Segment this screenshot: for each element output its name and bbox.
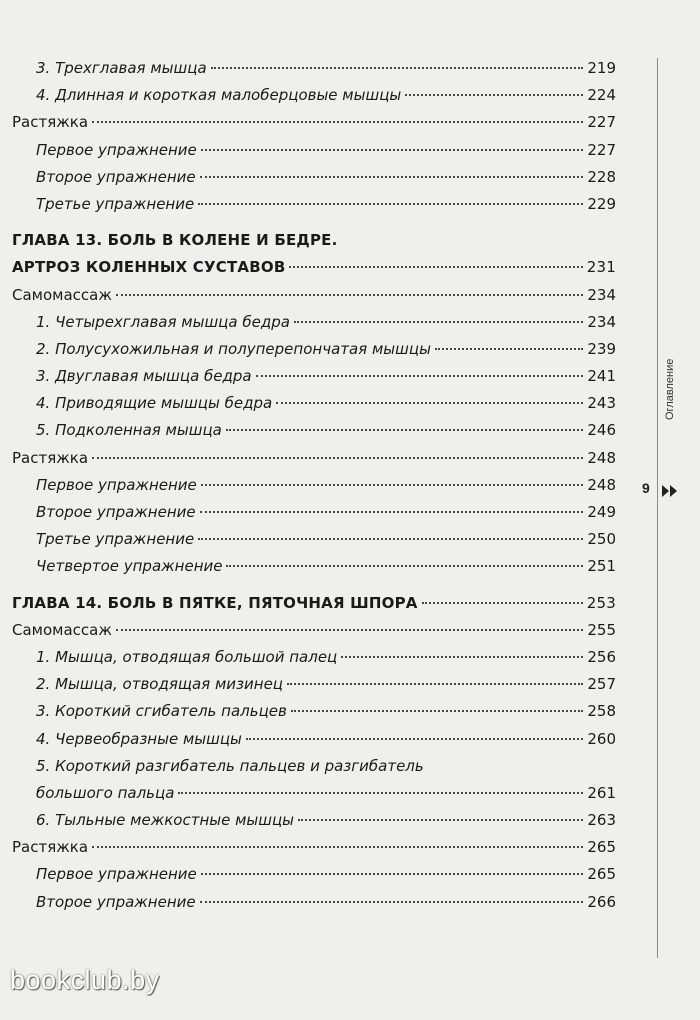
toc-entry-title: Первое упражнение [36, 475, 197, 494]
toc-entry [12, 698, 616, 725]
toc-entry [12, 780, 616, 807]
toc-entry [12, 363, 616, 390]
toc-entry-title: 3. Короткий сгибатель пальцев [36, 702, 287, 721]
toc-entry [12, 390, 616, 417]
toc-entry-title: Второе упражнение [36, 503, 196, 521]
toc-entry-page: 246 [587, 421, 616, 440]
toc-entry [12, 55, 616, 82]
toc-entry-title: 1. Четырехглавая мышца бедра [36, 312, 290, 331]
dot-leader [276, 402, 583, 404]
toc-entry-page: 248 [587, 448, 616, 467]
double-arrow-right-icon [660, 482, 680, 501]
toc-entry-title: 4. Червеобразные мышцы [36, 729, 242, 748]
dot-leader [422, 602, 583, 604]
toc-entry-page: 257 [587, 675, 616, 694]
dot-leader [298, 819, 583, 821]
toc-entry-title: Второе упражнение [36, 167, 196, 186]
toc-chapter [12, 254, 616, 281]
toc-entry-page: 253 [586, 593, 616, 612]
dot-leader [178, 792, 583, 794]
toc-entry-title: Четвертое упражнение [36, 557, 223, 576]
dot-leader [201, 149, 584, 151]
toc-entry [12, 164, 616, 191]
toc-entry-page: 227 [587, 140, 616, 159]
toc-entry [12, 109, 616, 136]
toc-entry-title: 3. Трехглавая мышца [36, 59, 207, 77]
dot-leader [198, 203, 583, 205]
toc-entry [12, 726, 616, 753]
toc-entry-title: 1. Мышца, отводящая большой палец [36, 647, 338, 666]
toc-entry-page: 265 [587, 865, 616, 884]
dot-leader [341, 656, 583, 658]
toc-entry-page: 261 [587, 783, 616, 802]
toc-entry-page: 248 [587, 475, 616, 494]
dot-leader [287, 683, 583, 685]
toc-entry-page: 234 [587, 312, 616, 331]
toc-entry-title: ГЛАВА 13. БОЛЬ В КОЛЕНЕ И БЕДРЕ. [12, 231, 338, 250]
dot-leader [201, 484, 584, 486]
toc-entry [12, 336, 616, 363]
toc-entry-page: 256 [587, 647, 616, 666]
dot-leader [116, 629, 583, 631]
toc-entry-title: 5. Короткий разгибатель пальцев и разгибатель [36, 756, 424, 775]
toc-entry [12, 644, 616, 671]
toc-entry [12, 617, 616, 644]
toc-entry-title: 4. Приводящие мышцы бедра [36, 394, 273, 413]
dot-leader [201, 873, 584, 875]
toc-entry-title: Первое упражнение [36, 865, 197, 884]
toc-entry-page: 229 [587, 194, 616, 213]
dot-leader [226, 429, 584, 431]
toc-entry [12, 445, 616, 472]
toc-entry-title: 2. Мышца, отводящая мизинец [36, 675, 284, 694]
toc-entry-title: 6. Тыльные межкостные мышцы [36, 811, 295, 830]
dot-leader [198, 538, 583, 540]
toc-entry-page: 239 [587, 339, 616, 358]
toc-entry-page: 243 [587, 394, 616, 413]
toc-entry-page: 231 [586, 258, 616, 277]
dot-leader [211, 67, 584, 69]
toc-entry [12, 82, 616, 109]
toc-entry-title: 5. Подколенная мышца [36, 421, 222, 440]
dot-leader [405, 94, 583, 96]
toc-entry-page: 227 [587, 113, 616, 132]
toc-entry-title: Растяжка [12, 113, 89, 132]
toc-entry-title: Второе упражнение [36, 892, 196, 911]
dot-leader [226, 565, 583, 567]
toc-entry-title: Третье упражнение [36, 530, 195, 549]
toc-entry-page: 228 [587, 167, 616, 186]
margin-divider [657, 58, 658, 958]
toc-entry-title: Растяжка [12, 448, 89, 467]
page-number: 9 [642, 480, 650, 496]
toc-entry [12, 861, 616, 888]
toc-entry-title: Растяжка [12, 838, 89, 857]
dot-leader [200, 901, 584, 903]
toc-entry [12, 137, 616, 164]
toc-entry-title: Самомассаж [12, 620, 112, 639]
dot-leader [92, 457, 583, 459]
toc-entry [12, 526, 616, 553]
dot-leader [92, 846, 583, 848]
toc-entry-page: 265 [587, 838, 616, 857]
toc-entry [12, 671, 616, 698]
toc-entry-page: 255 [587, 620, 616, 639]
dot-leader [246, 738, 583, 740]
toc-entry [12, 807, 616, 834]
watermark: bookclub.by [10, 965, 160, 995]
toc-entry-page: 251 [587, 557, 616, 576]
dot-leader [256, 375, 584, 377]
toc-entry-title: 3. Двуглавая мышца бедра [36, 367, 252, 386]
toc-entry-page: 249 [587, 503, 616, 521]
dot-leader [116, 294, 583, 296]
toc-entry [12, 499, 616, 526]
dot-leader [92, 121, 583, 123]
dot-leader [291, 710, 584, 712]
table-of-contents [12, 55, 616, 916]
dot-leader [200, 511, 584, 513]
toc-entry-page: 258 [587, 702, 616, 721]
toc-chapter [12, 590, 616, 617]
toc-entry [12, 191, 616, 218]
toc-entry-title: Первое упражнение [36, 140, 197, 159]
dot-leader [200, 176, 584, 178]
toc-entry-title: 2. Полусухожильная и полуперепончатая мышцы [36, 339, 431, 358]
toc-entry [12, 553, 616, 580]
toc-entry-page: 250 [587, 530, 616, 549]
toc-entry-page: 260 [587, 729, 616, 748]
toc-entry [12, 889, 616, 916]
toc-entry [12, 834, 616, 861]
toc-entry [12, 753, 616, 780]
dot-leader [289, 266, 582, 268]
running-section-label: Оглавление [664, 358, 676, 420]
toc-entry-title: Третье упражнение [36, 194, 195, 213]
toc-entry-title: 4. Длинная и короткая малоберцовые мышцы [36, 86, 402, 105]
toc-entry [12, 309, 616, 336]
toc-entry [12, 472, 616, 499]
toc-entry-page: 224 [587, 86, 616, 105]
toc-entry [12, 417, 616, 444]
toc-entry-page: 234 [587, 285, 616, 304]
toc-entry-title: большого пальца [36, 783, 175, 802]
toc-entry-page: 241 [587, 367, 616, 386]
dot-leader [294, 321, 583, 323]
toc-entry-page: 263 [587, 811, 616, 830]
toc-entry [12, 282, 616, 309]
toc-entry-page: 266 [587, 892, 616, 911]
toc-chapter [12, 227, 616, 254]
toc-entry-title: ГЛАВА 14. БОЛЬ В ПЯТКЕ, ПЯТОЧНАЯ ШПОРА [12, 593, 418, 612]
toc-entry-title: Самомассаж [12, 285, 112, 304]
dot-leader [435, 348, 583, 350]
toc-entry-title: АРТРОЗ КОЛЕННЫХ СУСТАВОВ [12, 258, 286, 277]
toc-entry-page: 219 [587, 59, 616, 77]
